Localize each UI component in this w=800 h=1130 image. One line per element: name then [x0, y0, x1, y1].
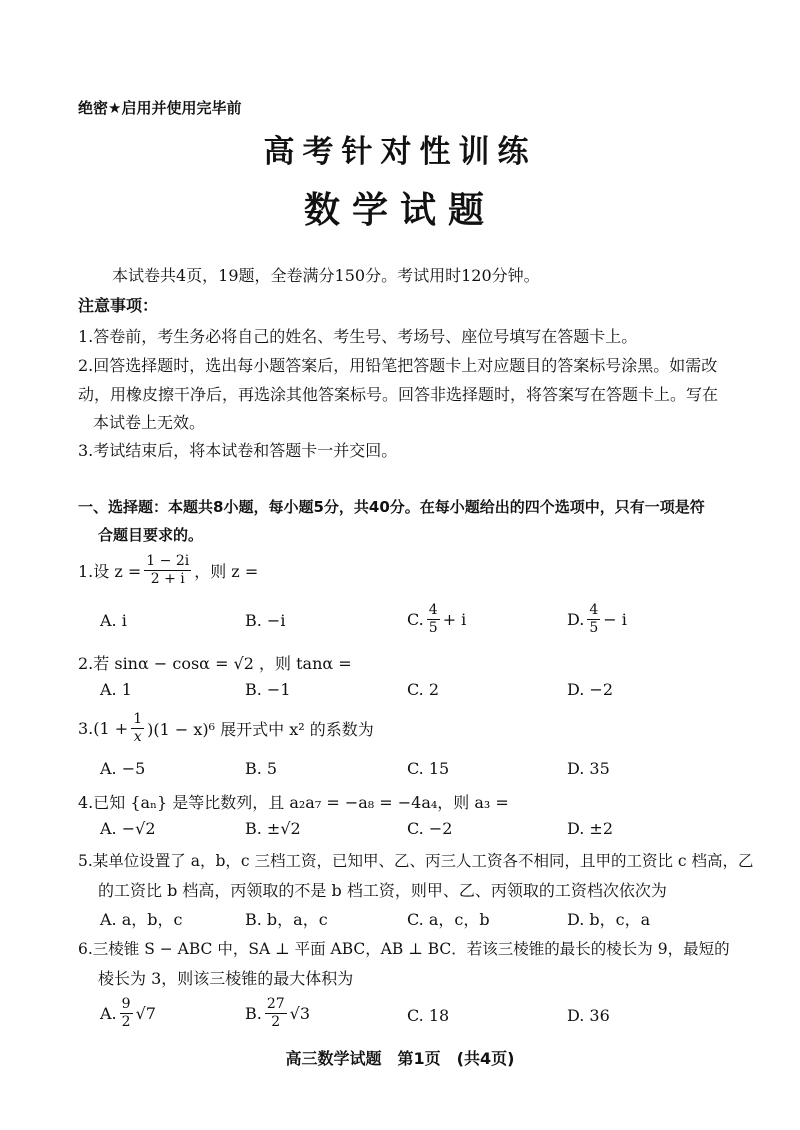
q4-option-d: D. ±2	[567, 819, 614, 838]
q1-option-d-numerator: 4	[589, 602, 599, 618]
q6-option-b-numerator: 27	[266, 996, 285, 1012]
classification-label: 绝密★启用并使用完毕前	[78, 99, 242, 117]
q2-option-d: D. −2	[567, 680, 614, 699]
q1-option-d	[567, 602, 627, 637]
q6-option-b-label: B.	[245, 1004, 262, 1023]
note-item-2-line-2: 动，用橡皮擦干净后，再选涂其他答案标号。回答非选择题时，将答案写在答题卡上。写在	[78, 385, 719, 404]
q3-text: )(1 − x)⁶ 展开式中 x² 的系数为	[147, 720, 374, 739]
q1-option-d-rest: − i	[603, 610, 627, 629]
question-5-line-2: 的工资比 b 档高，丙领取的不是 b 档工资，则甲、乙、丙领取的工资档次依次为	[98, 881, 667, 900]
q2-option-b: B. −1	[245, 680, 291, 699]
note-item-1: 1.答卷前，考生务必将自己的姓名、考生号、考场号、座位号填写在答题卡上。	[78, 327, 638, 346]
q3-numerator: 1	[133, 711, 143, 727]
note-item-2-line-1: 2.回答选择题时，选出每小题答案后，用铅笔把答题卡上对应题目的答案标号涂黑。如需改	[78, 356, 718, 375]
q1-fraction	[144, 553, 191, 588]
q5-option-a: A. a，b，c	[100, 910, 183, 929]
q6-option-a-label: A.	[100, 1004, 117, 1023]
q6-option-a-denominator: 2	[121, 1014, 131, 1030]
q4-option-c: C. −2	[407, 819, 453, 838]
q1-option-c-denominator: 5	[428, 620, 438, 636]
q1-option-d-label: D.	[567, 610, 585, 629]
question-6-line-1: 6.三棱锥 S − ABC 中，SA ⊥ 平面 ABC，AB ⊥ BC．若该三棱锥的最长的棱长为 9，最短的	[78, 940, 730, 958]
q1-option-c-fraction	[427, 602, 440, 637]
question-3	[78, 711, 374, 746]
q1-option-a: A. i	[100, 611, 127, 630]
q3-option-a: A. −5	[100, 759, 146, 778]
q1-option-b: B. −i	[245, 611, 286, 630]
q3-option-b: B. 5	[245, 759, 278, 778]
question-4: 4.已知 {aₙ} 是等比数列，且 a₂a₇ = −a₈ = −4a₄，则 a₃ =	[78, 793, 509, 812]
q5-option-d: D. b，c，a	[567, 910, 651, 929]
q1-suffix: ，则 z =	[194, 562, 259, 581]
page-footer: 高三数学试题 第1页 (共4页)	[285, 1049, 515, 1068]
q6-option-b	[245, 996, 310, 1031]
q3-option-d: D. 35	[567, 759, 610, 778]
section-heading-line-1: 一、选择题：本题共8小题，每小题5分，共40分。在每小题给出的四个选项中，只有一项是符	[78, 498, 705, 516]
q6-option-b-rest: √3	[289, 1004, 311, 1023]
q6-option-a-fraction	[120, 996, 133, 1031]
q6-option-a-rest: √7	[135, 1004, 156, 1023]
exam-title: 高考针对性训练	[263, 134, 537, 170]
q6-option-d: D. 36	[567, 1006, 610, 1025]
q1-option-c-numerator: 4	[428, 602, 438, 618]
q2-option-a: A. 1	[100, 680, 132, 699]
q4-option-a: A. −√2	[100, 819, 156, 838]
q6-option-b-denominator: 2	[271, 1014, 281, 1030]
q1-denominator: 2 + i	[150, 571, 185, 587]
q5-option-c: C. a，c，b	[407, 910, 490, 929]
note-item-2-line-3: 本试卷上无效。	[93, 413, 206, 432]
q3-denominator: x	[133, 729, 142, 745]
q1-option-d-fraction	[587, 602, 600, 637]
q1-option-c	[407, 602, 466, 637]
section-heading-line-2: 合题目要求的。	[98, 526, 204, 544]
question-2: 2.若 sinα − cosα = √2 ，则 tanα =	[78, 654, 352, 673]
q1-option-c-rest: + i	[442, 610, 467, 629]
q6-option-a-numerator: 9	[121, 996, 131, 1012]
notes-heading: 注意事项：	[78, 296, 159, 315]
q1-option-c-label: C.	[407, 610, 424, 629]
q3-lead: 3.(1 +	[78, 719, 129, 738]
question-5-line-1: 5.某单位设置了 a，b，c 三档工资，已知甲、乙、丙三人工资各不相同，且甲的工资比 c 档高，乙	[78, 852, 754, 870]
q3-option-c: C. 15	[407, 759, 450, 778]
q6-option-c: C. 18	[407, 1006, 450, 1025]
q4-option-b: B. ±√2	[245, 819, 301, 838]
q6-option-a	[100, 996, 156, 1031]
exam-subject-title: 数学试题	[303, 190, 496, 231]
q6-option-b-fraction	[265, 996, 287, 1031]
question-1	[78, 553, 258, 588]
note-item-3: 3.考试结束后，将本试卷和答题卡一并交回。	[78, 441, 398, 460]
q1-prefix: 1.设 z =	[78, 562, 142, 581]
q5-option-b: B. b，a，c	[245, 910, 328, 929]
question-6-line-2: 棱长为 3，则该三棱锥的最大体积为	[98, 969, 354, 988]
q3-fraction	[131, 711, 144, 746]
q2-option-c: C. 2	[407, 680, 440, 699]
q1-option-d-denominator: 5	[589, 620, 599, 636]
q1-numerator: 1 − 2i	[146, 553, 190, 569]
exam-intro: 本试卷共4页，19题，全卷满分150分。考试用时120分钟。	[112, 266, 540, 285]
